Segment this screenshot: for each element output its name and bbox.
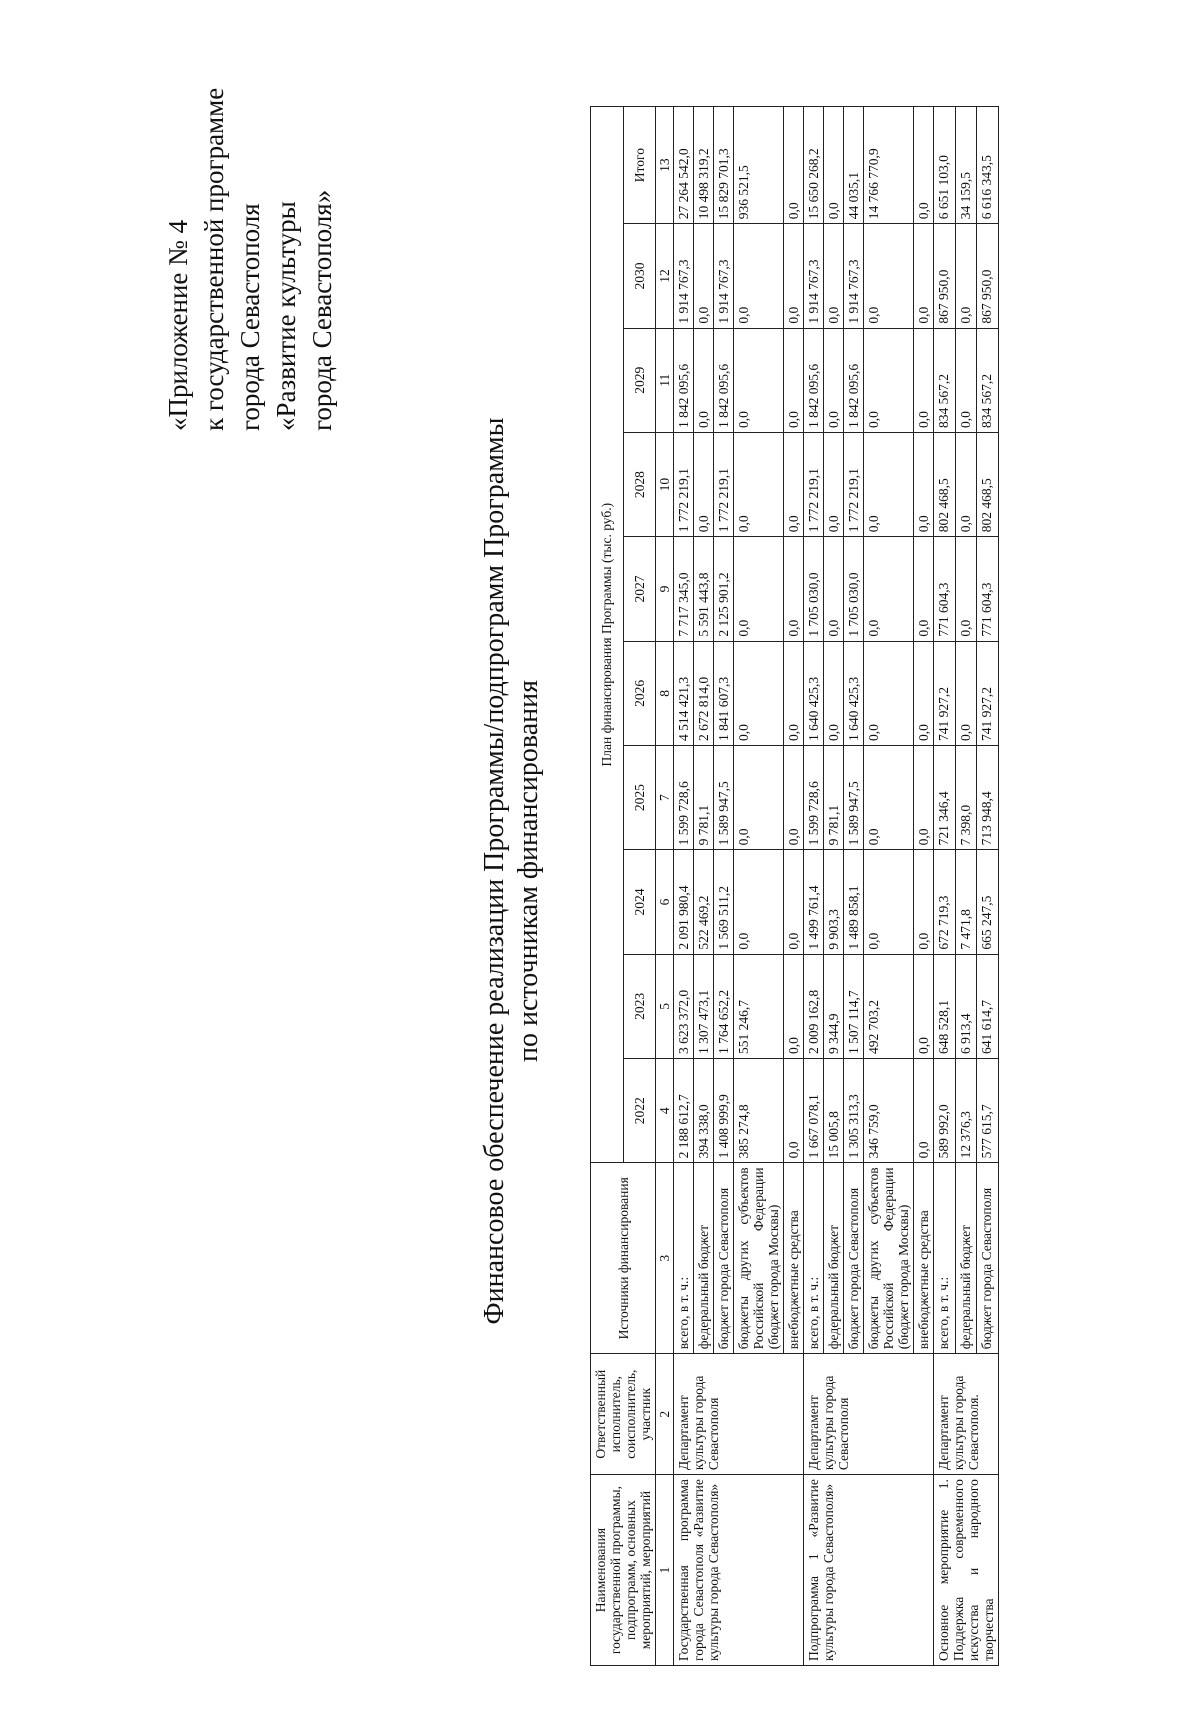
year-value-cell: 0,0 xyxy=(955,537,977,641)
year-value-cell: 1 772 219,1 xyxy=(844,432,864,536)
column-index: 13 xyxy=(656,107,674,224)
funding-source-cell: всего, в т. ч.: xyxy=(934,1163,956,1354)
year-value-cell: 0,0 xyxy=(734,537,784,641)
year-value-cell: 1 489 858,1 xyxy=(844,850,864,954)
year-value-cell: 0,0 xyxy=(955,328,977,432)
year-value-cell: 1 842 095,6 xyxy=(844,328,864,432)
year-value-cell: 0,0 xyxy=(734,745,784,849)
year-value-cell: 665 247,5 xyxy=(977,850,999,954)
header-year: 2030 xyxy=(623,224,656,328)
year-value-cell: 1 589 947,5 xyxy=(714,745,734,849)
column-index: 4 xyxy=(656,1059,674,1163)
year-value-cell: 0,0 xyxy=(864,328,914,432)
year-value-cell: 1 305 313,3 xyxy=(844,1059,864,1163)
year-value-cell: 1 705 030,0 xyxy=(844,537,864,641)
year-value-cell: 1 842 095,6 xyxy=(714,328,734,432)
year-value-cell: 834 567,2 xyxy=(934,328,956,432)
program-name-cell: Основное мероприятие 1. Поддержка современного искусства и народного творчества xyxy=(934,1475,999,1666)
year-value-cell: 0,0 xyxy=(955,224,977,328)
year-value-cell: 0,0 xyxy=(824,641,844,745)
year-value-cell: 1 589 947,5 xyxy=(844,745,864,849)
total-value-cell: 0,0 xyxy=(824,107,844,224)
title-line-2: по источникам финансирования xyxy=(513,680,544,1062)
year-value-cell: 0,0 xyxy=(955,432,977,536)
year-value-cell: 7 471,8 xyxy=(955,850,977,954)
year-value-cell: 2 009 162,8 xyxy=(804,954,824,1058)
financing-table xyxy=(590,106,999,1666)
year-value-cell: 741 927,2 xyxy=(977,641,999,745)
column-index: 7 xyxy=(656,745,674,849)
year-value-cell: 12 376,3 xyxy=(955,1059,977,1163)
year-value-cell: 6 913,4 xyxy=(955,954,977,1058)
funding-source-cell: всего, в т. ч.: xyxy=(804,1163,824,1354)
year-value-cell: 0,0 xyxy=(694,328,714,432)
year-value-cell: 0,0 xyxy=(914,954,934,1058)
column-index: 11 xyxy=(656,328,674,432)
year-value-cell: 1 640 425,3 xyxy=(804,641,824,745)
table-row xyxy=(934,107,956,1666)
year-value-cell: 1 914 767,3 xyxy=(844,224,864,328)
column-index: 2 xyxy=(656,1354,674,1475)
year-value-cell: 1 772 219,1 xyxy=(674,432,694,536)
year-value-cell: 0,0 xyxy=(734,641,784,745)
year-value-cell: 9 781,1 xyxy=(694,745,714,849)
year-value-cell: 2 091 980,4 xyxy=(674,850,694,954)
year-value-cell: 0,0 xyxy=(955,641,977,745)
year-value-cell: 802 468,5 xyxy=(934,432,956,536)
year-value-cell: 577 615,7 xyxy=(977,1059,999,1163)
year-value-cell: 1 772 219,1 xyxy=(804,432,824,536)
column-index: 6 xyxy=(656,850,674,954)
total-value-cell: 6 651 103,0 xyxy=(934,107,956,224)
header-total: Итого xyxy=(623,107,656,224)
column-index: 1 xyxy=(656,1475,674,1666)
annex-line: города Севастополя xyxy=(235,203,265,431)
annex-line: города Севастополя» xyxy=(307,189,337,431)
year-value-cell: 0,0 xyxy=(864,432,914,536)
year-value-cell: 0,0 xyxy=(824,224,844,328)
responsible-cell: Департамент культуры города Севастополя xyxy=(804,1354,934,1475)
header-year: 2029 xyxy=(623,328,656,432)
year-value-cell: 0,0 xyxy=(694,224,714,328)
year-value-cell: 0,0 xyxy=(914,1059,934,1163)
year-value-cell: 0,0 xyxy=(784,1059,804,1163)
year-value-cell: 1 507 114,7 xyxy=(844,954,864,1058)
header-plan: План финансирования Программы (тыс. руб.) xyxy=(591,107,624,1163)
program-name-cell: Государственная программа города Севастополя «Развитие культуры города Севастополя» xyxy=(674,1475,804,1666)
year-value-cell: 1 842 095,6 xyxy=(804,328,824,432)
year-value-cell: 589 992,0 xyxy=(934,1059,956,1163)
program-name-cell: Подпрограмма 1 «Развитие культуры города Севастополя» xyxy=(804,1475,934,1666)
year-value-cell: 1 705 030,0 xyxy=(804,537,824,641)
document-title xyxy=(478,91,546,1651)
total-value-cell: 44 035,1 xyxy=(844,107,864,224)
year-value-cell: 1 667 078,1 xyxy=(804,1059,824,1163)
year-value-cell: 0,0 xyxy=(694,432,714,536)
year-value-cell: 0,0 xyxy=(824,328,844,432)
header-year: 2026 xyxy=(623,641,656,745)
funding-source-cell: внебюджетные средства xyxy=(914,1163,934,1354)
column-index: 12 xyxy=(656,224,674,328)
annex-line: «Развитие культуры xyxy=(271,201,301,431)
year-value-cell: 1 640 425,3 xyxy=(844,641,864,745)
column-index: 5 xyxy=(656,954,674,1058)
table-body xyxy=(674,107,999,1666)
year-value-cell: 0,0 xyxy=(784,641,804,745)
year-value-cell: 1 841 607,3 xyxy=(714,641,734,745)
year-value-cell: 0,0 xyxy=(824,432,844,536)
year-value-cell: 802 468,5 xyxy=(977,432,999,536)
column-index-row xyxy=(656,107,674,1666)
header-sources: Источники финансирования xyxy=(591,1163,656,1354)
total-value-cell: 27 264 542,0 xyxy=(674,107,694,224)
year-value-cell: 1 764 652,2 xyxy=(714,954,734,1058)
funding-source-cell: всего, в т. ч.: xyxy=(674,1163,694,1354)
total-value-cell: 34 159,5 xyxy=(955,107,977,224)
year-value-cell: 1 914 767,3 xyxy=(674,224,694,328)
year-value-cell: 0,0 xyxy=(914,432,934,536)
header-name: Наименования государственной программы, подпрограмм, основных мероприятий, мероприятий xyxy=(591,1475,656,1666)
total-value-cell: 6 616 343,5 xyxy=(977,107,999,224)
column-index: 3 xyxy=(656,1163,674,1354)
title-line-1: Финансовое обеспечение реализации Программы/подпрограмм Программы xyxy=(479,417,510,1325)
year-value-cell: 0,0 xyxy=(864,850,914,954)
year-value-cell: 0,0 xyxy=(784,328,804,432)
year-value-cell: 1 772 219,1 xyxy=(714,432,734,536)
total-value-cell: 10 498 319,2 xyxy=(694,107,714,224)
header-year: 2025 xyxy=(623,745,656,849)
year-value-cell: 4 514 421,3 xyxy=(674,641,694,745)
year-value-cell: 5 591 443,8 xyxy=(694,537,714,641)
year-value-cell: 0,0 xyxy=(784,537,804,641)
year-value-cell: 771 604,3 xyxy=(977,537,999,641)
year-value-cell: 834 567,2 xyxy=(977,328,999,432)
year-value-cell: 0,0 xyxy=(914,224,934,328)
table-row xyxy=(674,107,694,1666)
year-value-cell: 0,0 xyxy=(784,954,804,1058)
year-value-cell: 0,0 xyxy=(734,432,784,536)
table-row xyxy=(804,107,824,1666)
year-value-cell: 1 599 728,6 xyxy=(674,745,694,849)
year-value-cell: 9 344,9 xyxy=(824,954,844,1058)
annex-line: к государственной программе xyxy=(199,87,229,431)
total-value-cell: 14 766 770,9 xyxy=(864,107,914,224)
funding-source-cell: внебюджетные средства xyxy=(784,1163,804,1354)
funding-source-cell: бюджеты других субъектов Российской Федерации (бюджет города Москвы) xyxy=(734,1163,784,1354)
year-value-cell: 0,0 xyxy=(864,224,914,328)
year-value-cell: 672 719,3 xyxy=(934,850,956,954)
year-value-cell: 7 398,0 xyxy=(955,745,977,849)
year-value-cell: 0,0 xyxy=(734,224,784,328)
year-value-cell: 1 307 473,1 xyxy=(694,954,714,1058)
year-value-cell: 867 950,0 xyxy=(934,224,956,328)
year-value-cell: 7 717 345,0 xyxy=(674,537,694,641)
year-value-cell: 492 703,2 xyxy=(864,954,914,1058)
header-responsible: Ответственный исполнитель, соисполнитель, участник xyxy=(591,1354,656,1475)
column-index: 10 xyxy=(656,432,674,536)
year-value-cell: 0,0 xyxy=(914,850,934,954)
year-value-cell: 0,0 xyxy=(734,328,784,432)
total-value-cell: 15 829 701,3 xyxy=(714,107,734,224)
total-value-cell: 15 650 268,2 xyxy=(804,107,824,224)
total-value-cell: 0,0 xyxy=(784,107,804,224)
responsible-cell: Департамент культуры города Севастополя xyxy=(674,1354,804,1475)
funding-source-cell: бюджет города Севастополя xyxy=(977,1163,999,1354)
year-value-cell: 0,0 xyxy=(734,850,784,954)
year-value-cell: 2 672 814,0 xyxy=(694,641,714,745)
year-value-cell: 394 338,0 xyxy=(694,1059,714,1163)
year-value-cell: 0,0 xyxy=(914,641,934,745)
header-year: 2022 xyxy=(623,1059,656,1163)
year-value-cell: 0,0 xyxy=(864,745,914,849)
year-value-cell: 2 188 612,7 xyxy=(674,1059,694,1163)
annex-line: «Приложение № 4 xyxy=(163,219,193,431)
annex-block xyxy=(160,51,340,431)
year-value-cell: 0,0 xyxy=(824,537,844,641)
year-value-cell: 3 623 372,0 xyxy=(674,954,694,1058)
header-year: 2028 xyxy=(623,432,656,536)
responsible-cell: Департамент культуры города Севастополя. xyxy=(934,1354,999,1475)
funding-source-cell: федеральный бюджет xyxy=(694,1163,714,1354)
year-value-cell: 385 274,8 xyxy=(734,1059,784,1163)
year-value-cell: 346 759,0 xyxy=(864,1059,914,1163)
year-value-cell: 1 599 728,6 xyxy=(804,745,824,849)
year-value-cell: 15 005,8 xyxy=(824,1059,844,1163)
funding-source-cell: федеральный бюджет xyxy=(955,1163,977,1354)
year-value-cell: 0,0 xyxy=(914,537,934,641)
header-year: 2027 xyxy=(623,537,656,641)
year-value-cell: 648 528,1 xyxy=(934,954,956,1058)
year-value-cell: 1 408 999,9 xyxy=(714,1059,734,1163)
column-index: 8 xyxy=(656,641,674,745)
year-value-cell: 0,0 xyxy=(784,745,804,849)
year-value-cell: 771 604,3 xyxy=(934,537,956,641)
year-value-cell: 0,0 xyxy=(784,224,804,328)
year-value-cell: 1 914 767,3 xyxy=(804,224,824,328)
funding-source-cell: бюджет города Севастополя xyxy=(844,1163,864,1354)
total-value-cell: 0,0 xyxy=(914,107,934,224)
year-value-cell: 1 499 761,4 xyxy=(804,850,824,954)
year-value-cell: 641 614,7 xyxy=(977,954,999,1058)
year-value-cell: 0,0 xyxy=(914,328,934,432)
year-value-cell: 1 569 511,2 xyxy=(714,850,734,954)
total-value-cell: 936 521,5 xyxy=(734,107,784,224)
year-value-cell: 0,0 xyxy=(914,745,934,849)
year-value-cell: 0,0 xyxy=(784,850,804,954)
year-value-cell: 713 948,4 xyxy=(977,745,999,849)
year-value-cell: 2 125 901,2 xyxy=(714,537,734,641)
column-index: 9 xyxy=(656,537,674,641)
year-value-cell: 741 927,2 xyxy=(934,641,956,745)
year-value-cell: 9 781,1 xyxy=(824,745,844,849)
header-year: 2024 xyxy=(623,850,656,954)
year-value-cell: 0,0 xyxy=(864,641,914,745)
year-value-cell: 721 346,4 xyxy=(934,745,956,849)
header-year: 2023 xyxy=(623,954,656,1058)
year-value-cell: 1 842 095,6 xyxy=(674,328,694,432)
funding-source-cell: федеральный бюджет xyxy=(824,1163,844,1354)
year-value-cell: 522 469,2 xyxy=(694,850,714,954)
year-value-cell: 9 903,3 xyxy=(824,850,844,954)
year-value-cell: 0,0 xyxy=(864,537,914,641)
funding-source-cell: бюджет города Севастополя xyxy=(714,1163,734,1354)
year-value-cell: 551 246,7 xyxy=(734,954,784,1058)
year-value-cell: 0,0 xyxy=(784,432,804,536)
year-value-cell: 1 914 767,3 xyxy=(714,224,734,328)
funding-source-cell: бюджеты других субъектов Российской Федерации (бюджет города Москвы) xyxy=(864,1163,914,1354)
year-value-cell: 867 950,0 xyxy=(977,224,999,328)
